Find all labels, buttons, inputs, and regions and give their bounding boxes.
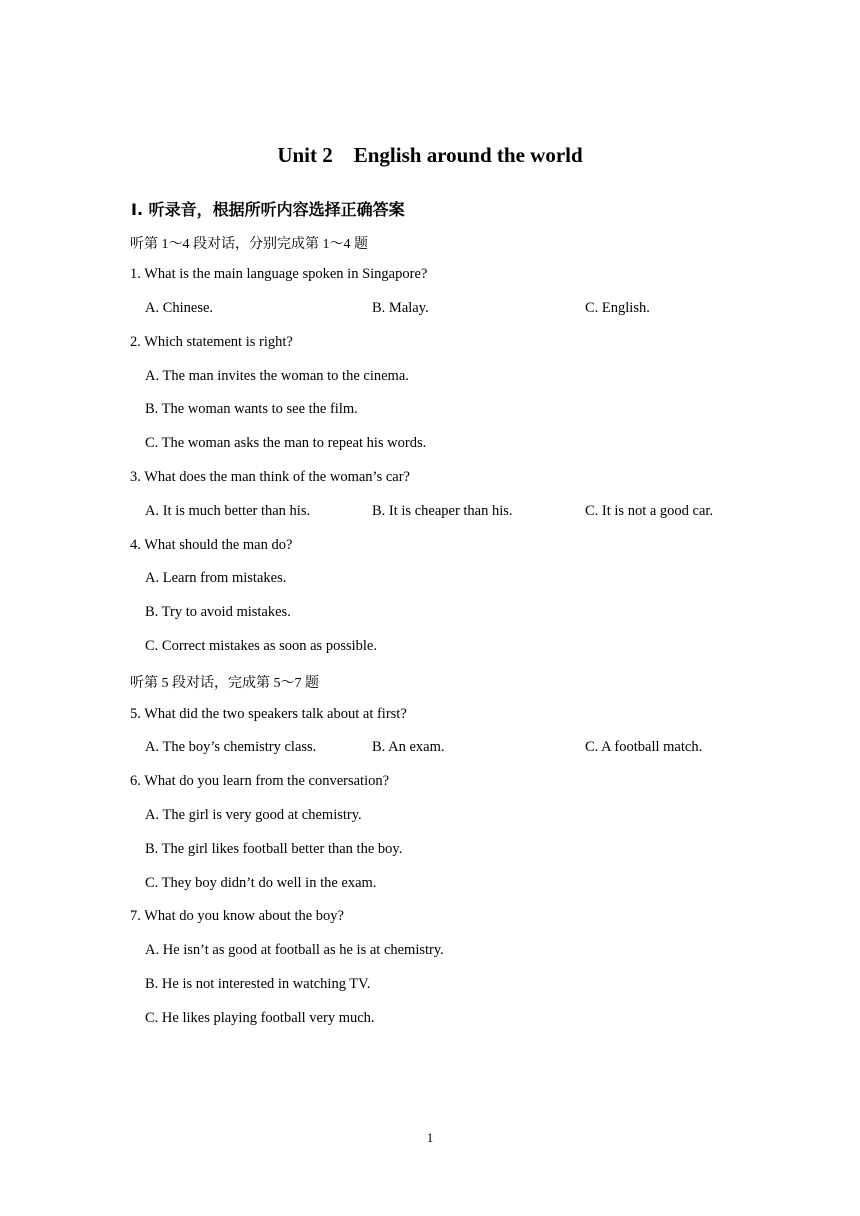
answer-option: B. The woman wants to see the film. (145, 401, 358, 417)
answer-option: A. The girl is very good at chemistry. (145, 807, 362, 823)
answer-option: B. It is cheaper than his. (372, 503, 513, 519)
answer-option: B. The girl likes football better than the boy. (145, 841, 403, 857)
page-number: 1 (426, 1130, 434, 1145)
answer-option: B. He is not interested in watching TV. (145, 976, 371, 992)
question-stem: 7. What do you know about the boy? (130, 908, 344, 924)
answer-option: C. English. (585, 300, 650, 316)
question-stem: 1. What is the main language spoken in Singapore? (130, 266, 428, 282)
answer-option: A. Learn from mistakes. (145, 570, 287, 586)
listening-instruction: 听第 5 段对话，完成第 5～7 题 (130, 676, 319, 691)
answer-option: B. Malay. (372, 300, 429, 316)
answer-option: A. The man invites the woman to the cinema. (145, 368, 409, 384)
answer-option: A. The boy’s chemistry class. (145, 739, 317, 755)
answer-option: B. An exam. (372, 739, 445, 755)
question-stem: 5. What did the two speakers talk about at first? (130, 706, 407, 722)
answer-option: C. The woman asks the man to repeat his words. (145, 435, 427, 451)
answer-option: A. He isn’t as good at football as he is at chemistry. (145, 942, 444, 958)
listening-instruction: 听第 1～4 段对话，分别完成第 1～4 题 (130, 237, 368, 252)
answer-option: C. Correct mistakes as soon as possible. (145, 638, 377, 654)
question-stem: 6. What do you learn from the conversation? (130, 773, 390, 789)
question-stem: 3. What does the man think of the woman’s car? (130, 469, 410, 485)
answer-option: C. They boy didn’t do well in the exam. (145, 875, 377, 891)
answer-option: A. Chinese. (145, 300, 214, 316)
answer-option: C. A football match. (585, 739, 703, 755)
answer-option: B. Try to avoid mistakes. (145, 604, 291, 620)
answer-option: C. He likes playing football very much. (145, 1010, 375, 1026)
page-title: Unit 2 English around the world (277, 143, 583, 167)
question-stem: 2. Which statement is right? (130, 334, 293, 350)
answer-option: C. It is not a good car. (585, 503, 714, 519)
answer-option: A. It is much better than his. (145, 503, 311, 519)
section-heading: Ⅰ. 听录音，根据所听内容选择正确答案 (131, 200, 405, 219)
question-stem: 4. What should the man do? (130, 537, 293, 553)
